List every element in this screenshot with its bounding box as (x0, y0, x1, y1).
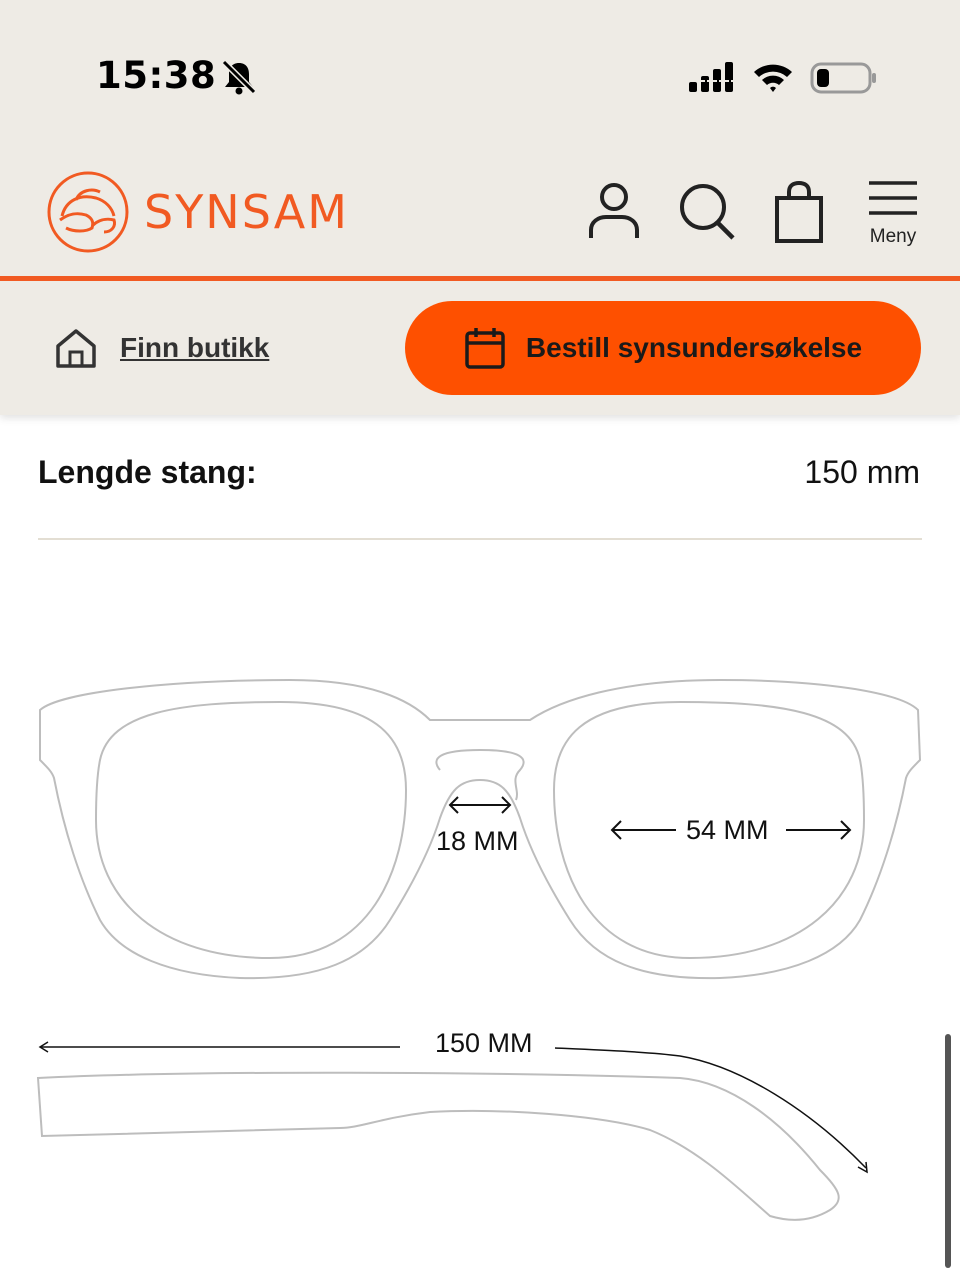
brand-name: SYNSAM (144, 185, 349, 239)
find-store-link[interactable] (54, 326, 269, 370)
scrollbar[interactable] (945, 1034, 951, 1268)
menu-label: Meny (869, 226, 917, 247)
synsam-logo[interactable] (46, 170, 349, 254)
section-divider (38, 538, 922, 540)
header-divider (0, 276, 960, 281)
temple-length-value: 150 mm (804, 454, 920, 490)
bridge-width-label: 18 MM (436, 826, 519, 856)
top-header-area (0, 0, 960, 415)
user-icon[interactable] (586, 180, 642, 242)
battery-icon (810, 62, 878, 94)
book-eye-exam-button[interactable] (405, 301, 921, 395)
temple-length-dimension: 150 MM (429, 1028, 539, 1059)
search-icon[interactable] (677, 180, 737, 242)
wifi-icon (752, 60, 794, 94)
calendar-icon (464, 326, 506, 370)
find-store-label: Finn butikk (120, 332, 270, 363)
status-time: 15:38 (96, 54, 217, 97)
cellular-signal-icon (688, 60, 736, 94)
bell-slash-icon (220, 58, 258, 96)
lens-width-label: 54 MM (686, 815, 769, 845)
book-eye-exam-label: Bestill synsundersøkelse (525, 332, 863, 363)
logo-mark-icon (46, 170, 130, 254)
temple-length-label: Lengde stang: (38, 454, 257, 490)
home-icon (54, 326, 98, 370)
shopping-bag-icon[interactable] (772, 180, 828, 244)
menu-button[interactable] (866, 180, 920, 250)
hamburger-menu-icon (867, 180, 919, 216)
